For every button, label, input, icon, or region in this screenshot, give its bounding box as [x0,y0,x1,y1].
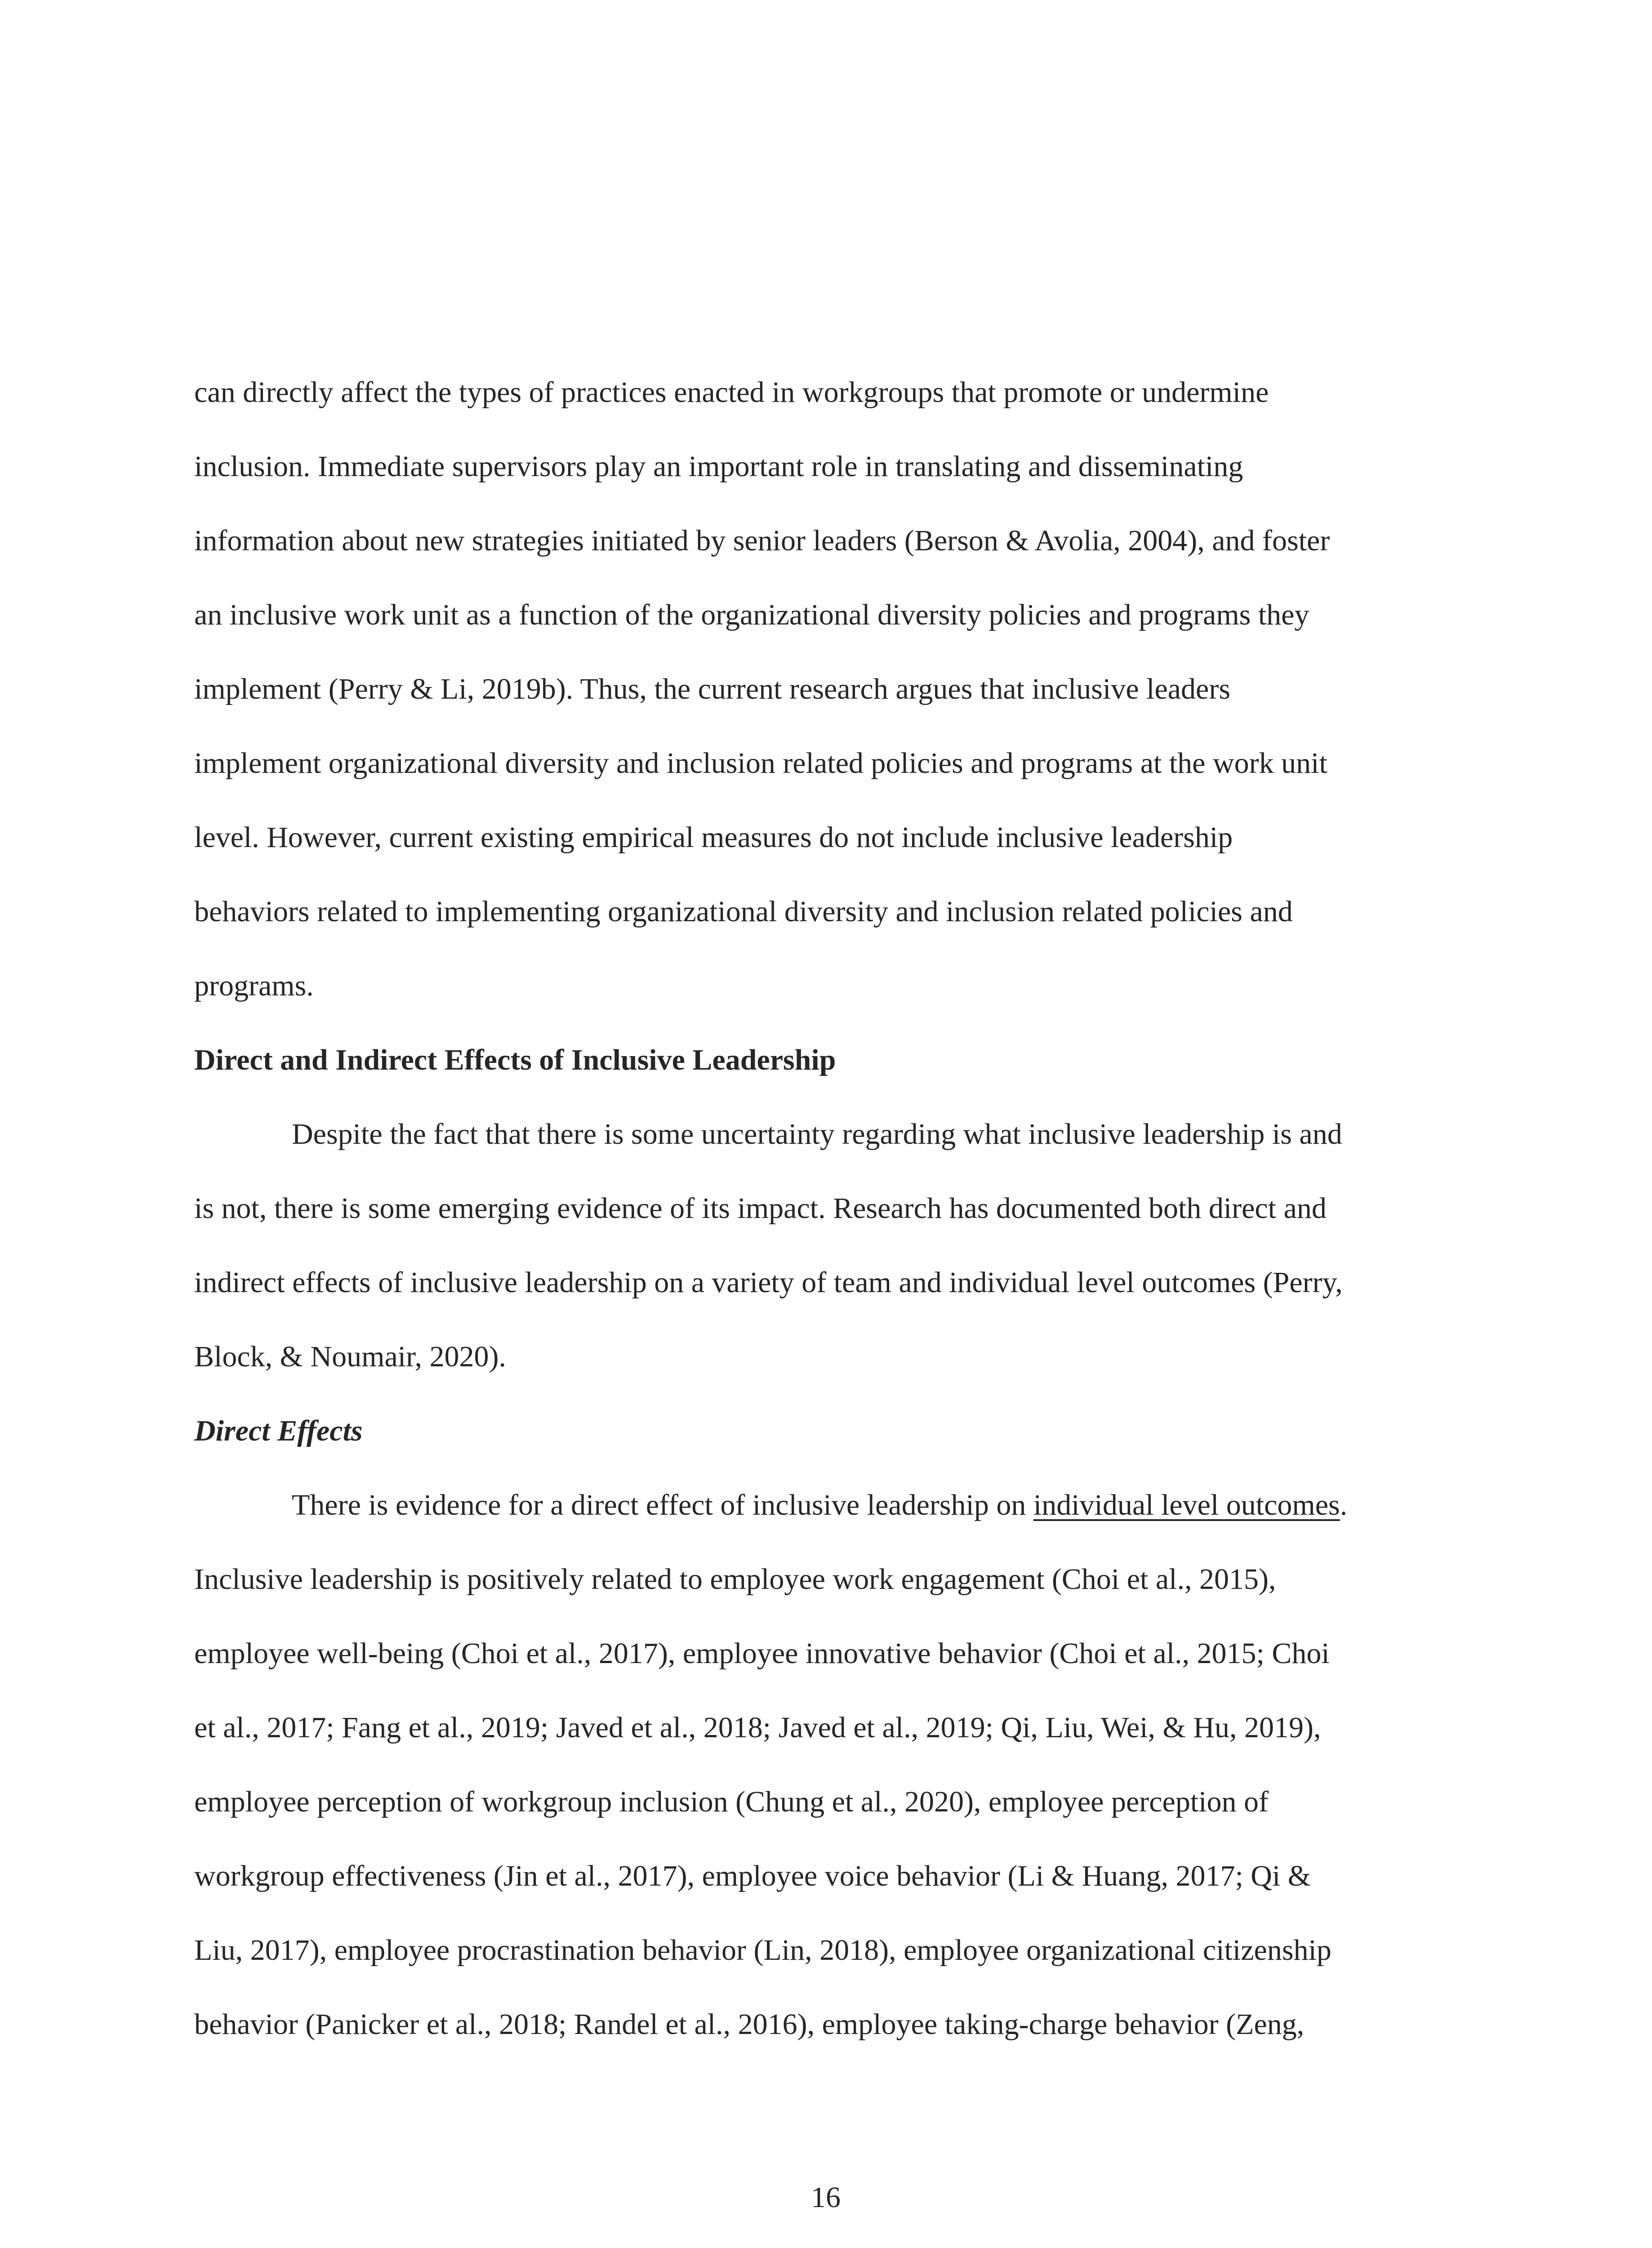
paragraph-3-line: employee well-being (Choi et al., 2017), employee innovative behavior (Choi et al., 2015; Choi [194,1637,1330,1670]
paragraph-3-lead-text: There is evidence for a direct effect of inclusive leadership on [292,1489,1033,1521]
paragraph-2-line: Block, & Noumair, 2020). [194,1340,506,1373]
section-heading: Direct and Indirect Effects of Inclusive Leadership [194,1044,836,1076]
paragraph-2-line: indirect effects of inclusive leadership on a variety of team and individual level outcomes (Perry, [194,1266,1343,1299]
paragraph-1-line: implement (Perry & Li, 2019b). Thus, the current research argues that inclusive leaders [194,673,1231,705]
paragraph-3-trailing-period: . [1340,1489,1348,1521]
page-body [194,355,1466,2061]
paragraph-1-line: can directly affect the types of practices enacted in workgroups that promote or undermine [194,376,1269,409]
paragraph-3-line: workgroup effectiveness (Jin et al., 2017), employee voice behavior (Li & Huang, 2017; Qi & [194,1860,1311,1892]
paragraph-3-line: employee perception of workgroup inclusion (Chung et al., 2020), employee perception of [194,1785,1269,1818]
paragraph-1-line: an inclusive work unit as a function of the organizational diversity policies and programs they [194,598,1309,631]
paragraph-1-line: inclusion. Immediate supervisors play an important role in translating and disseminating [194,450,1243,483]
paragraph-3-line: Inclusive leadership is positively related to employee work engagement (Choi et al., 2015), [194,1563,1276,1596]
paragraph-1-line: programs. [194,969,314,1002]
underlined-phrase: individual level outcomes [1033,1489,1340,1521]
paragraph-1-line: information about new strategies initiated by senior leaders (Berson & Avolia, 2004), and foster [194,524,1330,557]
page-number: 16 [811,2181,841,2214]
paragraph-3-line: Liu, 2017), employee procrastination behavior (Lin, 2018), employee organizational citizenship [194,1934,1331,1967]
paragraph-3-line: et al., 2017; Fang et al., 2019; Javed et al., 2018; Javed et al., 2019; Qi, Liu, Wei, & Hu, 2019), [194,1711,1321,1744]
paragraph-2-line: is not, there is some emerging evidence of its impact. Research has documented both direct and [194,1192,1327,1225]
paragraph-1-line: level. However, current existing empirical measures do not include inclusive leadership [194,821,1233,854]
paragraph-1-line: implement organizational diversity and inclusion related policies and programs at the work unit [194,747,1327,780]
paragraph-3-line: behavior (Panicker et al., 2018; Randel et al., 2016), employee taking-charge behavior (Zeng, [194,2008,1305,2041]
subsection-heading: Direct Effects [194,1414,363,1447]
paragraph-3-first-line [194,1468,1466,1542]
paragraph-2-line: Despite the fact that there is some uncertainty regarding what inclusive leadership is and [292,1118,1342,1151]
paragraph-1-line: behaviors related to implementing organizational diversity and inclusion related policies and [194,895,1293,928]
